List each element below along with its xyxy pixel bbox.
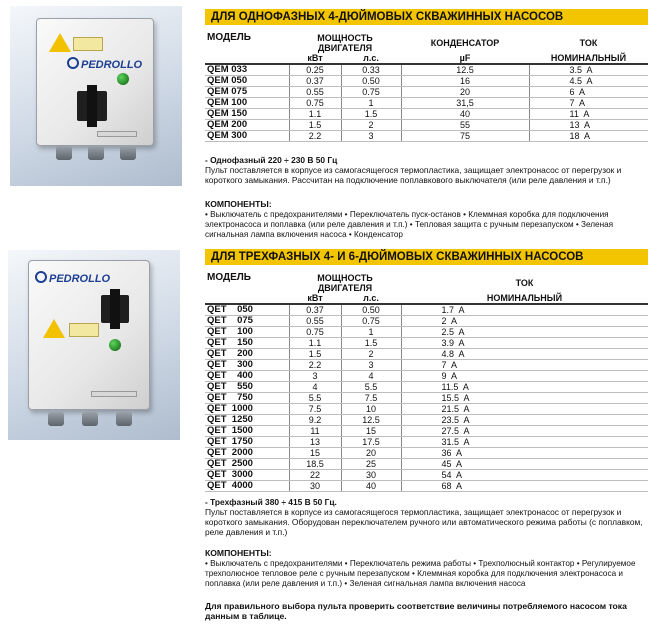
single-phase-description: Пульт поставляется в корпусе из самогасящегося термопластика, защищает электронасос от перегрузок и короткого замыкания. Рассчитан на подключение поплавкового выключателя (или реле давления и т.п.)	[205, 165, 622, 185]
cell-amp: 1.7 A	[401, 304, 648, 316]
selection-note: Для правильного выбора пульта проверить соответствие величины потребляемого насосом тока данным в таблице.	[205, 601, 627, 621]
cell-model: QET 300	[205, 360, 289, 371]
cell-hp: 20	[341, 448, 401, 459]
three-phase-section-title: ДЛЯ ТРЕХФАЗНЫХ 4- И 6-ДЮЙМОВЫХ СКВАЖИННЫХ НАСОСОВ	[205, 249, 648, 265]
cell-amp: 2.5 A	[401, 327, 648, 338]
single-phase-table	[205, 33, 648, 142]
cell-model: QEM 300	[205, 131, 289, 142]
cell-hp: 1.5	[341, 109, 401, 120]
cell-model: QET 2500	[205, 459, 289, 470]
cell-amp: 45 A	[401, 459, 648, 470]
table-row	[205, 131, 648, 142]
cell-kw: 1.1	[289, 109, 341, 120]
table-row	[205, 459, 648, 470]
table-row	[205, 304, 648, 316]
single-phase-section-title: ДЛЯ ОДНОФАЗНЫХ 4-ДЮЙМОВЫХ СКВАЖИННЫХ НАСОСОВ	[205, 9, 648, 25]
cell-kw: 9.2	[289, 415, 341, 426]
cell-hp: 0.75	[341, 316, 401, 327]
table-row	[205, 426, 648, 437]
table-row	[205, 109, 648, 120]
cell-hp: 0.50	[341, 76, 401, 87]
cell-amp: 4.8 A	[401, 349, 648, 360]
table-row	[205, 393, 648, 404]
cell-kw: 7.5	[289, 404, 341, 415]
cell-model: QET 200	[205, 349, 289, 360]
cell-kw: 0.55	[289, 316, 341, 327]
cell-kw: 0.55	[289, 87, 341, 98]
cell-hp: 3	[341, 360, 401, 371]
cell-amp: 54 A	[401, 470, 648, 481]
cell-amp: 4.5 A	[529, 76, 648, 87]
cell-model: QEM 033	[205, 64, 289, 76]
cell-model: QET 3000	[205, 470, 289, 481]
column-header-hp: л.с.	[363, 293, 379, 303]
cell-kw: 2.2	[289, 360, 341, 371]
column-header-model: МОДЕЛЬ	[207, 272, 251, 283]
control-box	[28, 260, 150, 410]
cell-amp: 2 A	[401, 316, 648, 327]
cell-hp: 5.5	[341, 382, 401, 393]
cell-uf: 75	[401, 131, 529, 142]
column-header-uf: µF	[459, 53, 471, 63]
cell-kw: 1.5	[289, 120, 341, 131]
three-phase-panel-photo	[8, 250, 180, 440]
cable-gland-icon	[88, 146, 104, 160]
cell-uf: 40	[401, 109, 529, 120]
cell-model: QET 750	[205, 393, 289, 404]
table-row	[205, 316, 648, 327]
control-box	[36, 18, 154, 146]
cell-model: QET 1250	[205, 415, 289, 426]
cell-kw: 0.75	[289, 327, 341, 338]
cell-hp: 3	[341, 131, 401, 142]
cable-gland-icon	[82, 412, 98, 426]
warning-triangle-icon	[43, 319, 65, 338]
cell-hp: 2	[341, 120, 401, 131]
cell-kw: 18.5	[289, 459, 341, 470]
cell-kw: 11	[289, 426, 341, 437]
cell-kw: 30	[289, 481, 341, 492]
single-phase-components-title: КОМПОНЕНТЫ:	[205, 199, 272, 209]
table-row	[205, 448, 648, 459]
cell-model: QEM 050	[205, 76, 289, 87]
cell-kw: 22	[289, 470, 341, 481]
cell-hp: 1	[341, 98, 401, 109]
label-sticker	[69, 323, 99, 337]
cell-kw: 5.5	[289, 393, 341, 404]
switch-handle	[87, 85, 97, 127]
supply-text: - Однофазный 220 ÷ 230 В 50 Гц	[205, 155, 338, 165]
cell-amp: 11.5 A	[401, 382, 648, 393]
cell-kw: 1.5	[289, 349, 341, 360]
cell-amp: 11 A	[529, 109, 648, 120]
cell-model: QET 075	[205, 316, 289, 327]
cell-hp: 25	[341, 459, 401, 470]
cell-kw: 4	[289, 382, 341, 393]
column-header-capacitor: КОНДЕНСАТОР	[430, 38, 500, 48]
table-row	[205, 87, 648, 98]
cell-hp: 0.33	[341, 64, 401, 76]
cell-amp: 7 A	[401, 360, 648, 371]
cell-model: QET 050	[205, 304, 289, 316]
cell-model: QET 550	[205, 382, 289, 393]
cell-model: QET 1500	[205, 426, 289, 437]
cell-kw: 0.25	[289, 64, 341, 76]
table-row	[205, 382, 648, 393]
cell-amp: 68 A	[401, 481, 648, 492]
cell-kw: 15	[289, 448, 341, 459]
column-header-power: МОЩНОСТЬ ДВИГАТЕЛЯ	[317, 273, 373, 293]
cell-model: QET 2000	[205, 448, 289, 459]
rating-plate	[91, 391, 137, 397]
cell-hp: 12.5	[341, 415, 401, 426]
cell-uf: 20	[401, 87, 529, 98]
brand-logo: PEDROLLO	[67, 57, 142, 71]
cell-model: QET 1000	[205, 404, 289, 415]
table-row	[205, 327, 648, 338]
table-row	[205, 76, 648, 87]
cell-kw: 0.37	[289, 76, 341, 87]
single-phase-panel-photo	[10, 6, 182, 186]
cell-amp: 31.5 A	[401, 437, 648, 448]
cell-uf: 31,5	[401, 98, 529, 109]
table-row	[205, 404, 648, 415]
cell-hp: 1	[341, 327, 401, 338]
cell-kw: 1.1	[289, 338, 341, 349]
rating-plate	[97, 131, 137, 137]
cell-amp: 27.5 A	[401, 426, 648, 437]
column-header-current-sub: НОМИНАЛЬНЫЙ	[486, 293, 563, 303]
label-sticker	[73, 37, 103, 51]
indicator-lamp-icon	[117, 73, 129, 85]
cell-amp: 6 A	[529, 87, 648, 98]
column-header-hp: л.с.	[363, 53, 379, 63]
switch-handle	[110, 289, 120, 329]
column-header-current-sub: НОМИНАЛЬНЫЙ	[550, 53, 627, 63]
table-row	[205, 338, 648, 349]
warning-triangle-icon	[49, 33, 71, 52]
table-row	[205, 415, 648, 426]
table-row	[205, 481, 648, 492]
cell-uf: 12.5	[401, 64, 529, 76]
column-header-model: МОДЕЛЬ	[207, 32, 251, 43]
cable-gland-icon	[116, 412, 132, 426]
cell-model: QET 1750	[205, 437, 289, 448]
single-phase-supply	[205, 155, 648, 165]
cell-model: QEM 075	[205, 87, 289, 98]
cell-hp: 0.75	[341, 87, 401, 98]
indicator-lamp-icon	[109, 339, 121, 351]
brand-logo: PEDROLLO	[35, 271, 110, 285]
cell-hp: 15	[341, 426, 401, 437]
cell-amp: 13 A	[529, 120, 648, 131]
cell-hp: 4	[341, 371, 401, 382]
cell-amp: 15.5 A	[401, 393, 648, 404]
cell-hp: 7.5	[341, 393, 401, 404]
cell-uf: 16	[401, 76, 529, 87]
cell-amp: 3.9 A	[401, 338, 648, 349]
cell-hp: 10	[341, 404, 401, 415]
table-row	[205, 98, 648, 109]
cell-uf: 55	[401, 120, 529, 131]
column-header-kw: кВт	[307, 53, 323, 63]
table-row	[205, 349, 648, 360]
cable-gland-icon	[56, 146, 72, 160]
cell-amp: 21.5 A	[401, 404, 648, 415]
cell-kw: 0.75	[289, 98, 341, 109]
cell-model: QEM 100	[205, 98, 289, 109]
cell-hp: 0.50	[341, 304, 401, 316]
table-row	[205, 371, 648, 382]
cell-hp: 2	[341, 349, 401, 360]
cell-model: QEM 150	[205, 109, 289, 120]
cell-model: QET 400	[205, 371, 289, 382]
column-header-current: ТОК	[515, 278, 534, 288]
single-phase-components: • Выключатель с предохранителями • Переключатель пуск-останов • Клеммная коробка для подключения электронасоса и поплавка (или реле давления и т.п.) • Тепловая защита с ручным перезапуском • Зеленая сигнальная лампа включения насоса • Конденсатор	[205, 210, 614, 239]
cell-kw: 13	[289, 437, 341, 448]
cell-amp: 18 A	[529, 131, 648, 142]
three-phase-components-title: КОМПОНЕНТЫ:	[205, 548, 272, 558]
table-row	[205, 470, 648, 481]
table-row	[205, 120, 648, 131]
cell-hp: 17.5	[341, 437, 401, 448]
cell-model: QET 4000	[205, 481, 289, 492]
cell-amp: 23.5 A	[401, 415, 648, 426]
cell-amp: 3.5 A	[529, 64, 648, 76]
three-phase-description: Пульт поставляется в корпусе из самогасящегося термопластика, защищает электронасос от перегрузок и короткого замыкания. Оборудован переключателем ручного или автоматического режима работы (с поплавком, реле давления и т.п.)	[205, 507, 643, 537]
column-header-kw: кВт	[307, 293, 323, 303]
column-header-power: МОЩНОСТЬ ДВИГАТЕЛЯ	[317, 33, 373, 53]
cell-model: QET 100	[205, 327, 289, 338]
cell-hp: 40	[341, 481, 401, 492]
supply-text: - Трехфазный 380 ÷ 415 В 50 Гц.	[205, 497, 337, 507]
cell-amp: 9 A	[401, 371, 648, 382]
column-header-current: ТОК	[579, 38, 598, 48]
table-row	[205, 360, 648, 371]
table-row	[205, 437, 648, 448]
cell-model: QEM 200	[205, 120, 289, 131]
three-phase-table	[205, 273, 648, 492]
cell-model: QET 150	[205, 338, 289, 349]
cell-kw: 3	[289, 371, 341, 382]
table-row	[205, 64, 648, 76]
cell-hp: 1.5	[341, 338, 401, 349]
cell-kw: 2.2	[289, 131, 341, 142]
three-phase-components: • Выключатель с предохранителями • Переключатель режима работы • Трехполюсный контактор • Регулируемое трехполюсное тепловое реле с ручным перезапуском • Клеммная коробка для подключения электронасоса и поплавка (или реле давления и т.п.) • Зеленая сигнальная лампа включения насоса	[205, 559, 636, 588]
cell-hp: 30	[341, 470, 401, 481]
cable-gland-icon	[48, 412, 64, 426]
cable-gland-icon	[120, 146, 136, 160]
cell-kw: 0.37	[289, 304, 341, 316]
cell-amp: 7 A	[529, 98, 648, 109]
cell-amp: 36 A	[401, 448, 648, 459]
three-phase-supply	[205, 497, 648, 507]
